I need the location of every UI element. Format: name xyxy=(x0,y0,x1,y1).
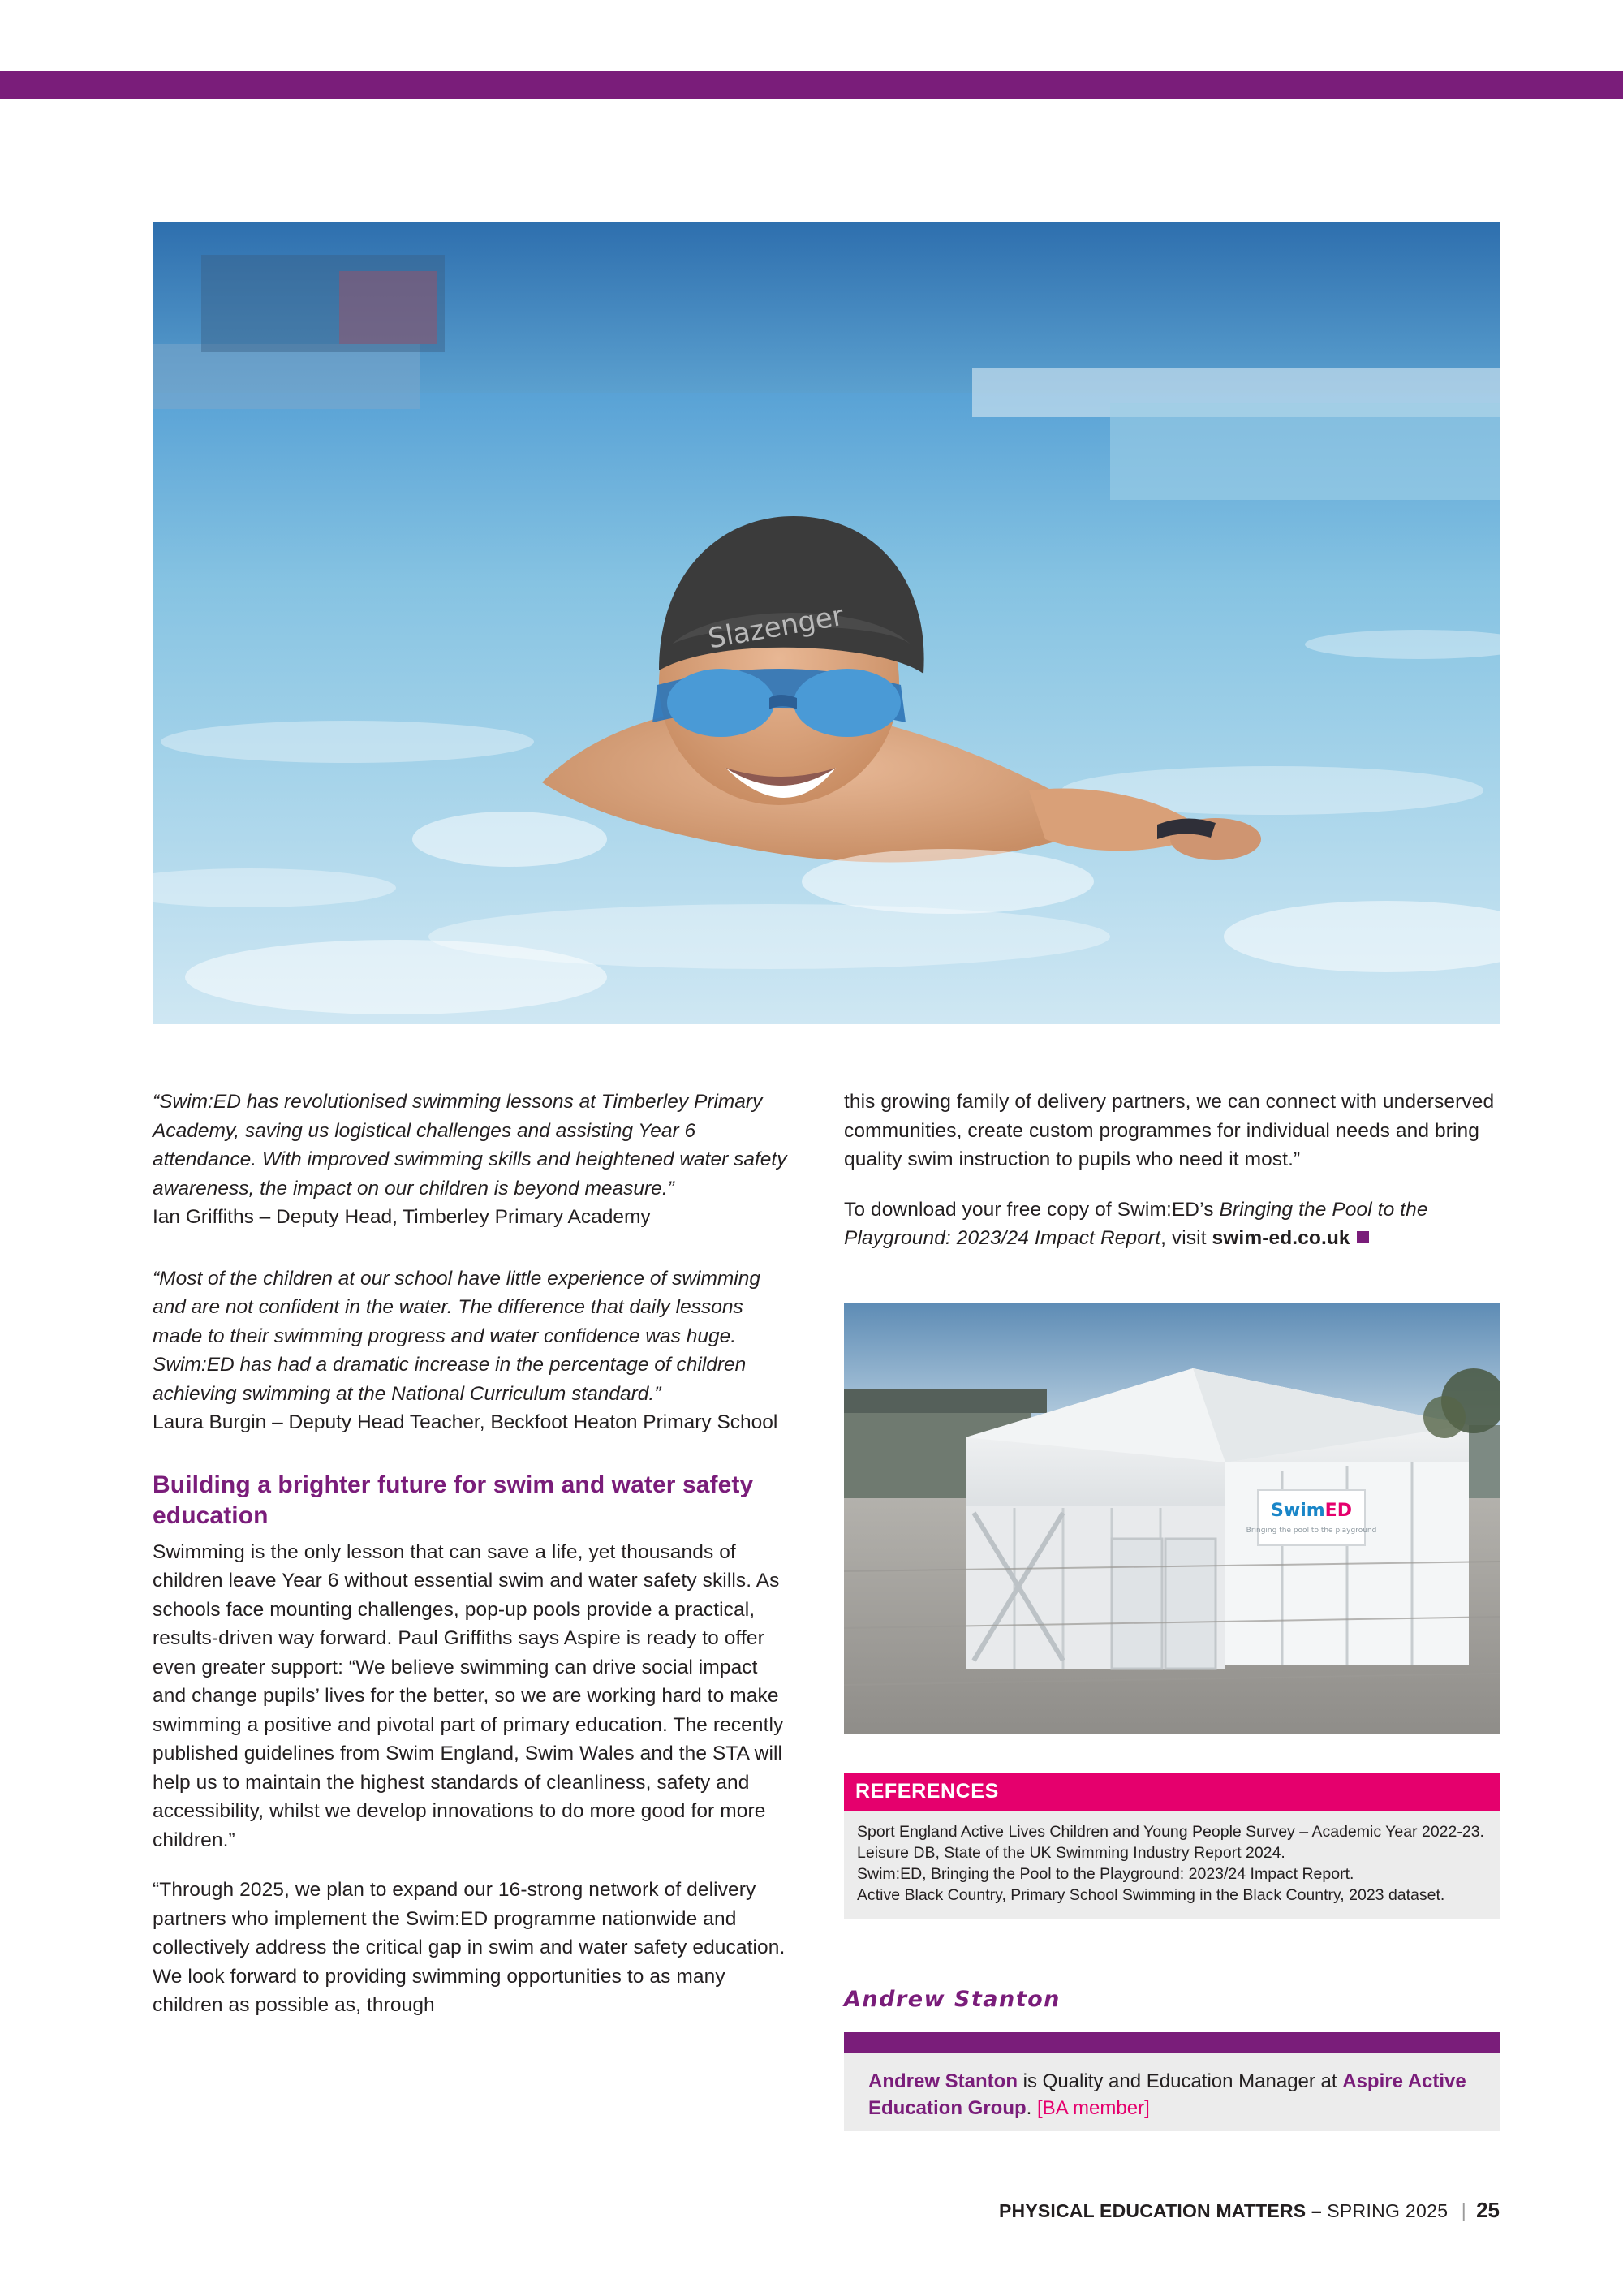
pop-up-pool-photo xyxy=(844,1303,1500,1734)
footer-page-number: 25 xyxy=(1476,2198,1500,2222)
svg-text:Bringing the pool to the playg: Bringing the pool to the playground xyxy=(1246,1527,1377,1535)
footer-issue: SPRING 2025 xyxy=(1327,2200,1449,2221)
left-column xyxy=(153,1088,794,2041)
author-organisation: Aspire Active Education Group xyxy=(868,2070,1466,2119)
right-paragraph-1: this growing family of delivery partners, we can connect with underserved communities, create custom programmes for individual needs and bring quality swim instruction to pupils who need it most.” xyxy=(844,1091,1495,1170)
download-lead-text: To download your free copy of Swim:ED’s xyxy=(844,1198,1220,1221)
right-paragraph-2 xyxy=(844,1195,1500,1253)
page-content xyxy=(153,0,1500,2296)
reference-item: Leisure DB, State of the UK Swimming Industry Report 2024. xyxy=(857,1844,1285,1862)
author-bio-text xyxy=(868,2068,1480,2122)
end-of-article-marker xyxy=(1357,1231,1369,1243)
section-heading: Building a brighter future for swim and water safety education xyxy=(153,1471,754,1529)
author-signature: Andrew Stanton xyxy=(844,1987,1061,2012)
pop-up-pool-illustration xyxy=(844,1303,1500,1734)
author-purple-bar xyxy=(844,2032,1500,2053)
author-role-tail: . xyxy=(1026,2097,1038,2119)
author-role: is Quality and Education Manager at xyxy=(1018,2070,1343,2092)
svg-text:Slazenger: Slazenger xyxy=(705,599,846,656)
pull-quote-1: “Swim:ED has revolutionised swimming lessons at Timberley Primary Academy, saving us logistical challenges and assisting Year 6 attendance. With improved swimming skills and heightened water safety awareness, the impact on our children is beyond measure.” xyxy=(153,1091,787,1200)
reference-item: Swim:ED, Bringing the Pool to the Playground: 2023/24 Impact Report. xyxy=(857,1865,1354,1883)
body-paragraph-1: Swimming is the only lesson that can save a life, yet thousands of children leave Year 6 without essential swim and water safety skills. As schools face mounting challenges, pop-up pools provide a practical, results-driven way forward. Paul Griffiths says Aspire is ready to offer even greater support: “We believe swimming can drive social impact and change pupils’ lives for the better, so we are working hard to make swimming a positive and pivotal part of primary education. The recently published guidelines from Swim England, Swim Wales and the STA will help us to maintain the highest standards of cleanliness, safety and accessibility, whilst we develop innovations to do more good for more children.” xyxy=(153,1540,784,1851)
footer-separator: | xyxy=(1461,2200,1466,2221)
member-tag: [BA member] xyxy=(1037,2097,1150,2119)
body-paragraph-2: “Through 2025, we plan to expand our 16-strong network of delivery partners who implement the Swim:ED programme nationwide and collectively address the critical gap in swim and water safety education. We look forward to providing swimming opportunities to as many children as possible as, through xyxy=(153,1879,786,2016)
pull-quote-1-attribution: Ian Griffiths – Deputy Head, Timberley Primary Academy xyxy=(153,1206,651,1228)
pull-quote-2-attribution: Laura Burgin – Deputy Head Teacher, Beckfoot Heaton Primary School xyxy=(153,1411,778,1433)
footer-publication: PHYSICAL EDUCATION MATTERS – xyxy=(998,2200,1322,2221)
pull-quote-2: “Most of the children at our school have little experience of swimming and are not confident in the water. The difference that daily lessons made to their swimming progress and water confidence was huge. Swim:ED has had a dramatic increase in the percentage of children achieving swimming at the National Curriculum standard.” xyxy=(153,1267,760,1405)
reference-item: Active Black Country, Primary School Swimming in the Black Country, 2023 dataset. xyxy=(857,1886,1445,1904)
right-column xyxy=(844,1088,1500,1274)
references-block xyxy=(844,1773,1500,1919)
author-name: Andrew Stanton xyxy=(868,2070,1018,2092)
reference-item: Sport England Active Lives Children and Young People Survey – Academic Year 2022-23. xyxy=(857,1823,1484,1841)
svg-text:SwimED: SwimED xyxy=(1271,1501,1352,1521)
author-bio-box xyxy=(844,2053,1500,2131)
references-list xyxy=(844,1811,1500,1919)
report-title: Bringing the Pool to the Playground: 2023/24 Impact Report xyxy=(844,1198,1428,1249)
website-link[interactable]: swim-ed.co.uk xyxy=(1212,1227,1350,1249)
hero-photo-illustration xyxy=(153,222,1500,1024)
visit-text: , visit xyxy=(1160,1227,1212,1249)
page-footer xyxy=(153,2198,1500,2223)
references-heading: REFERENCES xyxy=(844,1773,1500,1811)
hero-photo-swimmer xyxy=(153,222,1500,1024)
